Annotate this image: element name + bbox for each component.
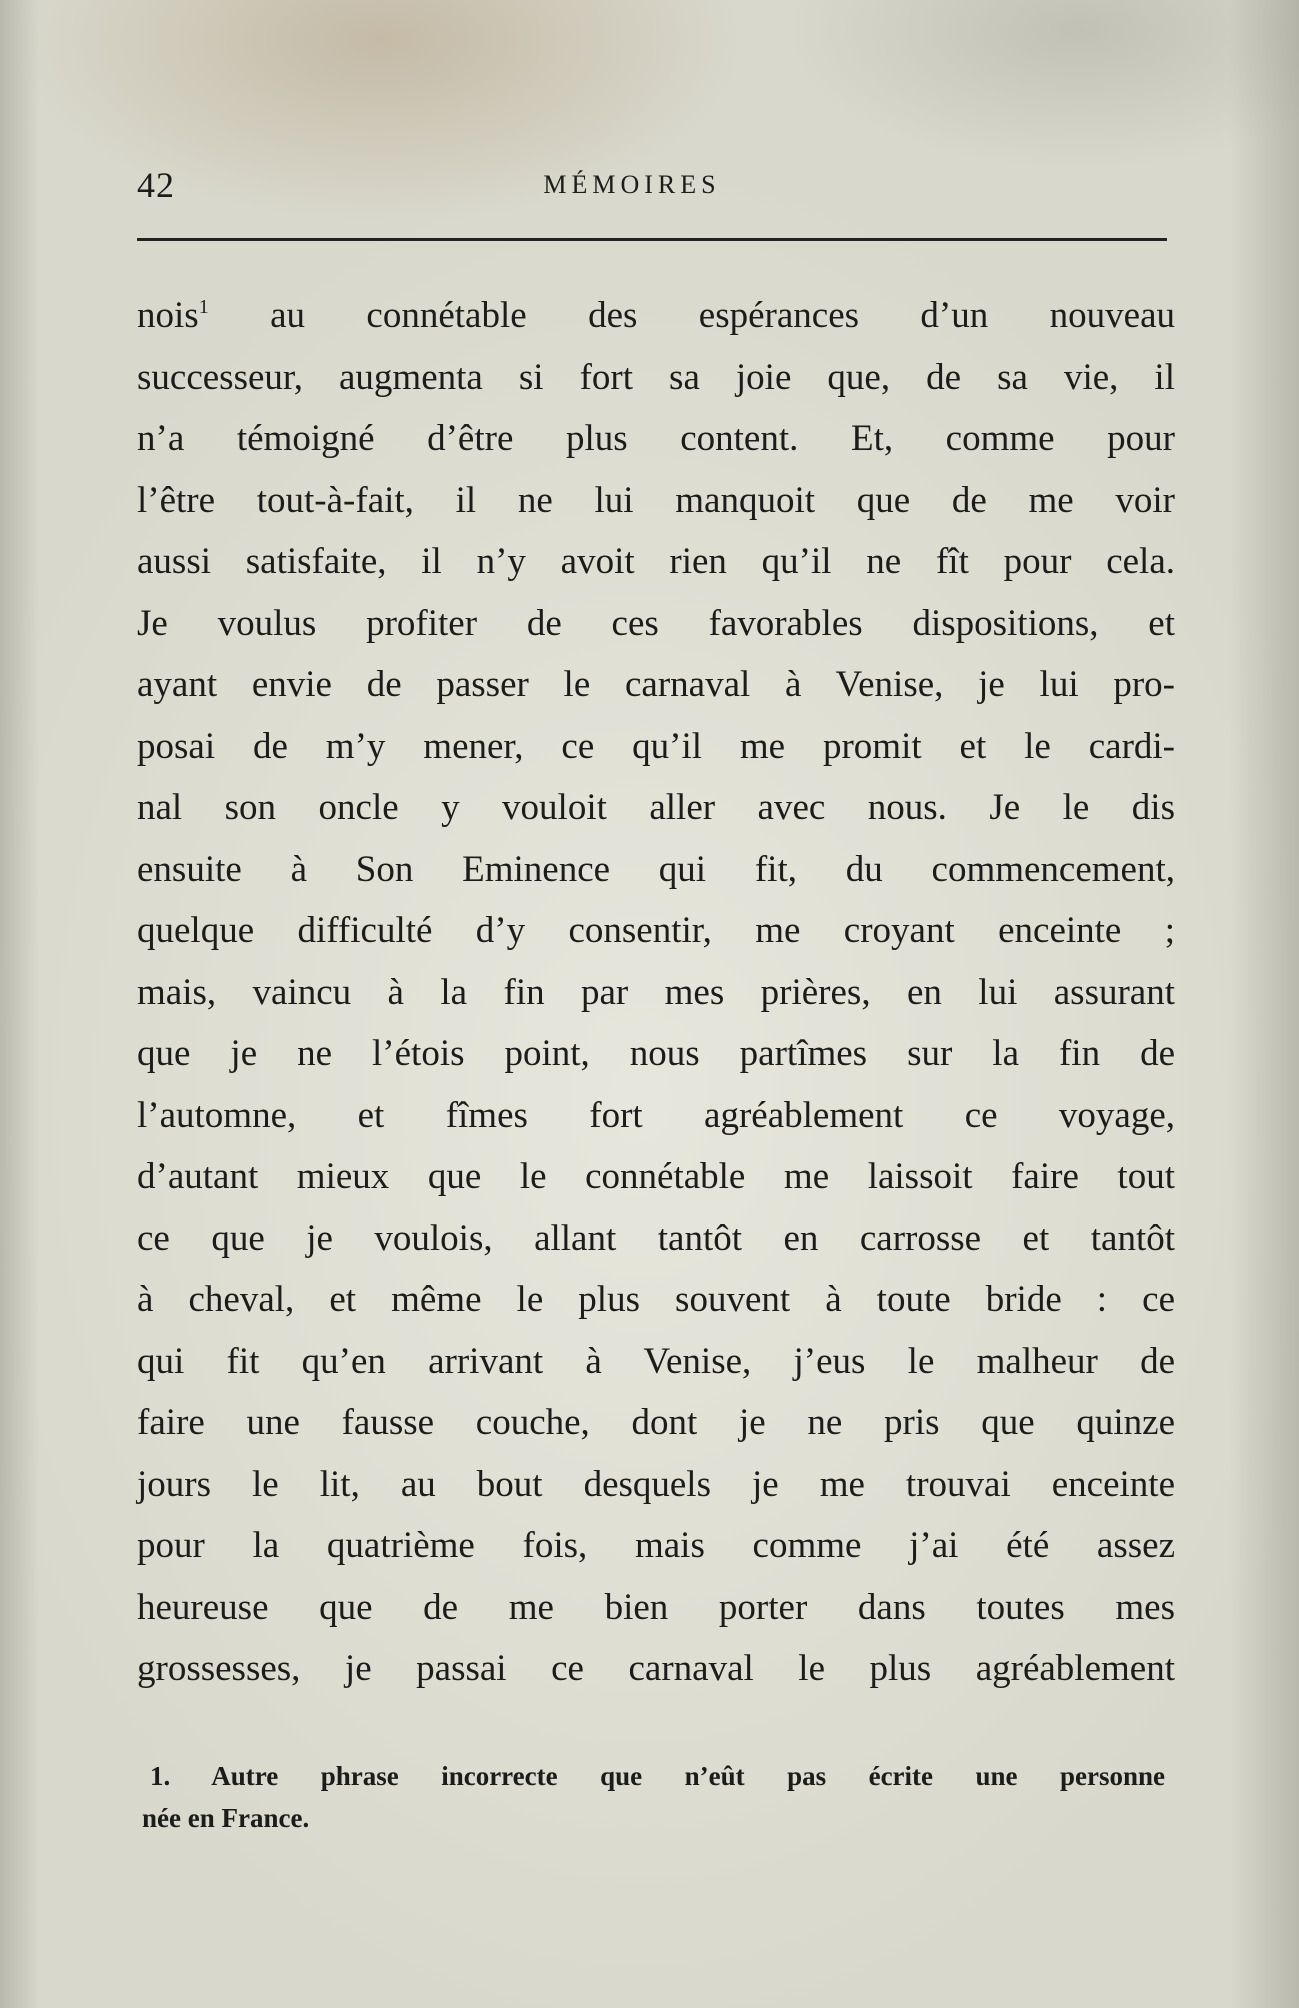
- text-line: grossesses, je passai ce carnaval le plus agréablement: [137, 1648, 1175, 1689]
- text-line-rest: au connétable des espérances d’un nouveau: [270, 295, 1176, 336]
- footnote-line: née en France.: [142, 1803, 310, 1833]
- text-line: heureuse que de me bien porter dans toutes mes: [137, 1586, 1175, 1628]
- text-line: quelque difficulté d’y consentir, me croyant enceinte ;: [137, 910, 1175, 951]
- first-word: nois: [137, 295, 199, 336]
- text-line: qui fit qu’en arrivant à Venise, j’eus le malheur de: [137, 1340, 1175, 1382]
- text-line: mais, vaincu à la fin par mes prières, en lui assurant: [137, 971, 1175, 1013]
- text-line: que je ne l’étois point, nous partîmes sur la fin de: [137, 1033, 1175, 1074]
- text-line: [137, 285, 1175, 347]
- footnote-line: 1. Autre phrase incorrecte que n’eût pas écrite une personne: [150, 1761, 1165, 1791]
- text-line: successeur, augmenta si fort sa joie que, de sa vie, il: [137, 356, 1175, 398]
- text-line: ensuite à Son Eminence qui fit, du commencement,: [137, 848, 1175, 890]
- text-line: ce que je voulois, allant tantôt en carrosse et tantôt: [137, 1217, 1175, 1259]
- text-line: l’être tout-à-fait, il ne lui manquoit que de me voir: [137, 479, 1175, 521]
- text-line: aussi satisfaite, il n’y avoit rien qu’il ne fît pour cela.: [137, 541, 1175, 582]
- text-line: posai de m’y mener, ce qu’il me promit et le cardi-: [137, 725, 1175, 767]
- body-text: [137, 285, 1175, 1700]
- page-header: [137, 160, 1167, 210]
- text-line: ayant envie de passer le carnaval à Venise, je lui pro-: [137, 664, 1175, 705]
- text-line: à cheval, et même le plus souvent à toute bride : ce: [137, 1279, 1175, 1320]
- text-line: Je voulus profiter de ces favorables dispositions, et: [137, 602, 1175, 644]
- text-line: jours le lit, au bout desquels je me trouvai enceinte: [137, 1463, 1175, 1505]
- text-line: d’autant mieux que le connétable me laissoit faire tout: [137, 1156, 1175, 1197]
- running-title: MÉMOIRES: [543, 170, 721, 199]
- text-line: nal son oncle y vouloit aller avec nous. Je le dis: [137, 787, 1175, 828]
- text-line: l’automne, et fîmes fort agréablement ce voyage,: [137, 1094, 1175, 1136]
- header-rule: [137, 238, 1167, 241]
- page-number: 42: [137, 165, 175, 205]
- footnote-marker: 1: [198, 296, 209, 318]
- text-line: faire une fausse couche, dont je ne pris que quinze: [137, 1402, 1175, 1443]
- text-line: pour la quatrième fois, mais comme j’ai été assez: [137, 1525, 1175, 1566]
- text-line: n’a témoigné d’être plus content. Et, comme pour: [137, 418, 1175, 459]
- footnote: [142, 1755, 1165, 1839]
